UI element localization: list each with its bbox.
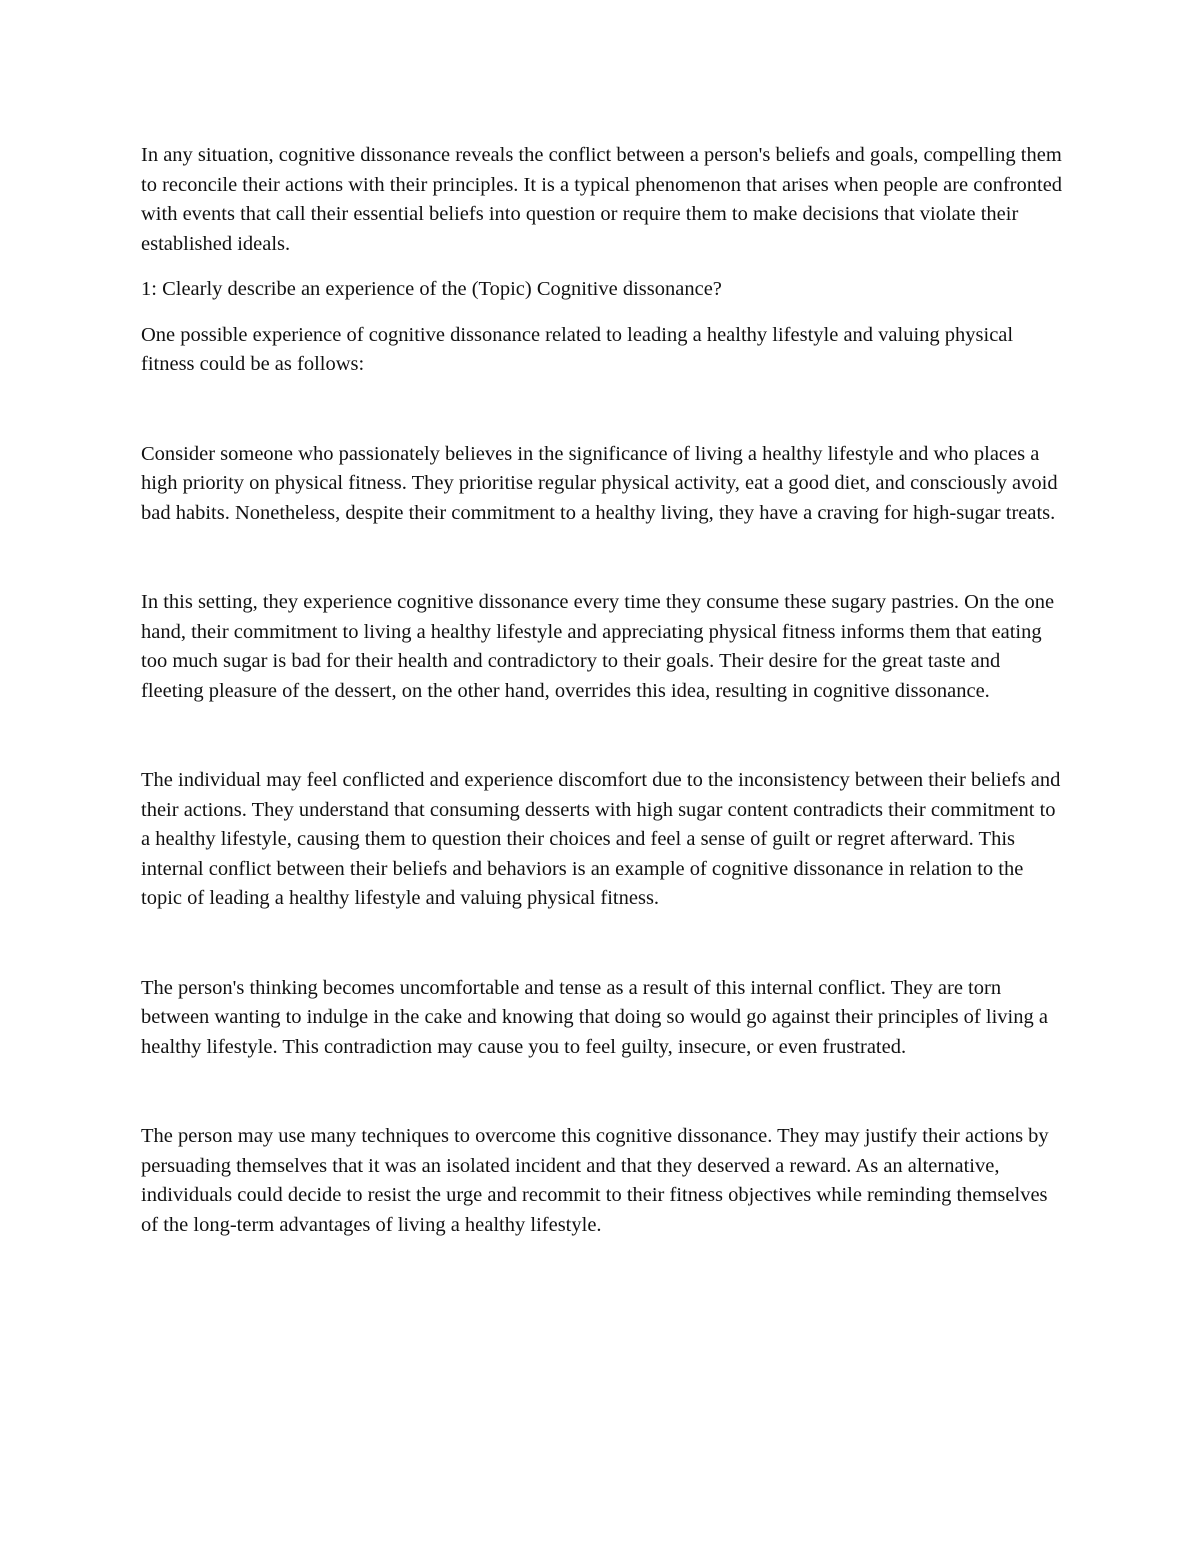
paragraph-techniques: The person may use many techniques to overcome this cognitive dissonance. They may justify their actions by persuading themselves that it was an isolated incident and that they deserved a reward. As an alternative, individuals could decide to resist the urge and recommit to their fitness objectives while reminding themselves of the long-term advantages of living a healthy lifestyle.	[141, 1125, 1054, 1236]
paragraph-intro: In any situation, cognitive dissonance reveals the conflict between a person's beliefs and goals, compelling them to reconcile their actions with their principles. It is a typical phenomenon that arises when people are confronted with events that call their essential beliefs into question or require them to make decisions that violate their established ideals.	[141, 144, 1068, 255]
paragraph-tension: The person's thinking becomes uncomfortable and tense as a result of this internal conflict. They are torn between wanting to indulge in the cake and knowing that doing so would go against their principles of living a healthy lifestyle. This contradiction may cause you to feel guilty, insecure, or even frustrated.	[141, 976, 1054, 1058]
paragraph-answer-lead: One possible experience of cognitive dissonance related to leading a healthy lifestyle and valuing physical fitness could be as follows:	[141, 323, 1019, 375]
paragraph-example: Consider someone who passionately believes in the significance of living a healthy lifestyle and who places a high priority on physical fitness. They prioritise regular physical activity, eat a good diet, and consciously avoid bad habits. Nonetheless, despite their commitment to a healthy living, they have a craving for high-sugar treats.	[141, 442, 1063, 524]
paragraph-conflict: The individual may feel conflicted and experience discomfort due to the inconsistency between their beliefs and their actions. They understand that consuming desserts with high sugar content contradicts their commitment to a healthy lifestyle, causing them to question their choices and feel a sense of guilt or regret afterward. This internal conflict between their beliefs and behaviors is an example of cognitive dissonance in relation to the topic of leading a healthy lifestyle and valuing physical fitness.	[141, 769, 1066, 909]
document-body	[141, 141, 1066, 1240]
paragraph-setting: In this setting, they experience cognitive dissonance every time they consume these sugary pastries. On the one hand, their commitment to living a healthy lifestyle and appreciating physical fitness informs them that eating too much sugar is bad for their health and contradictory to their goals. Their desire for the great taste and fleeting pleasure of the dessert, on the other hand, overrides this idea, resulting in cognitive dissonance.	[141, 591, 1060, 702]
paragraph-question: 1: Clearly describe an experience of the (Topic) Cognitive dissonance?	[141, 278, 722, 300]
